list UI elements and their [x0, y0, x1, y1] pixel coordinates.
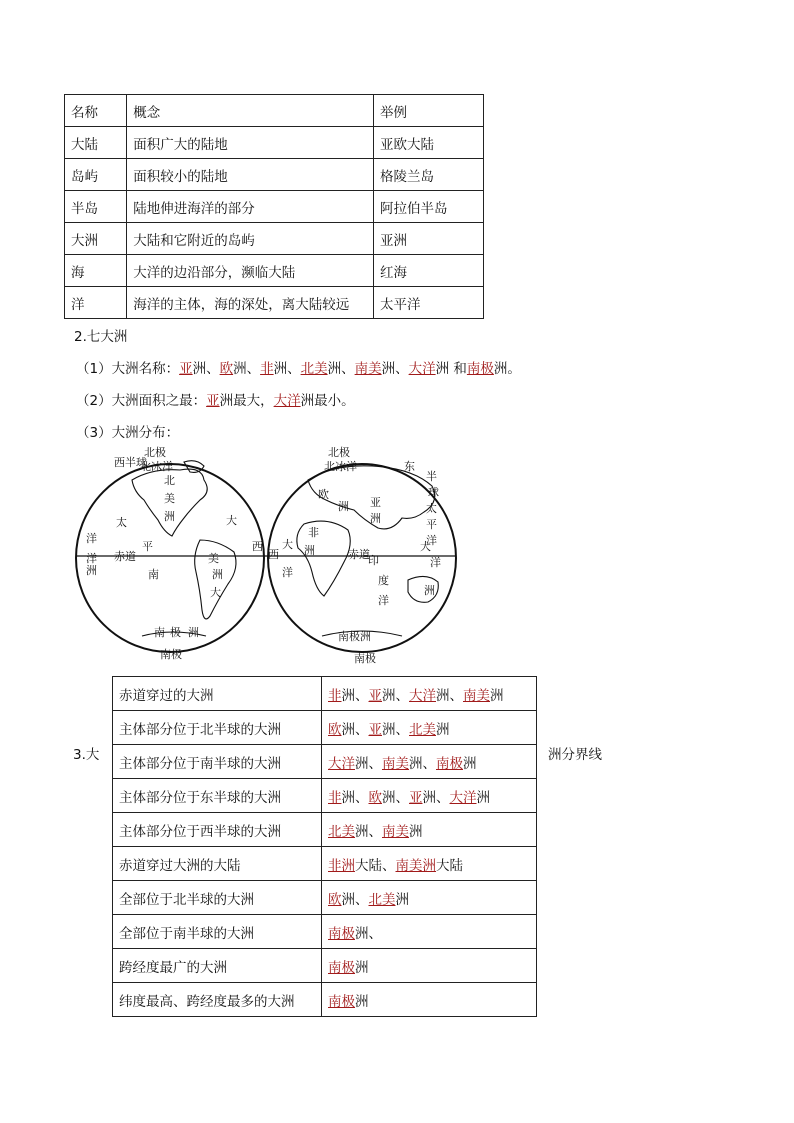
section3-label: 3.大	[73, 747, 100, 763]
facts-row	[113, 813, 537, 847]
answer-text: 洲、	[409, 755, 436, 772]
map-label: 洲	[370, 512, 381, 525]
map-label: 洲	[86, 564, 97, 577]
concept-cell: 海洋的主体，海的深处，离大陆较远	[127, 287, 374, 319]
map-label: 赤道	[348, 548, 370, 561]
answer-text: 洲、	[382, 687, 409, 704]
answer-highlight: 大洋	[328, 755, 355, 772]
hemisphere-map	[72, 440, 462, 670]
map-label: 洲	[188, 626, 199, 639]
continent-facts-table	[112, 676, 537, 1017]
answer-text: 洲、	[341, 789, 369, 806]
concept-cell: 亚欧大陆	[373, 127, 483, 159]
map-label: 洲	[304, 544, 315, 557]
answer-text: 洲、	[382, 789, 409, 806]
facts-row	[113, 949, 537, 983]
answer-text: 大陆	[436, 857, 463, 874]
largest-suffix: 洲最大，	[219, 393, 274, 409]
concept-header-cell: 概念	[127, 95, 374, 127]
answer-text: 洲	[463, 755, 477, 772]
concept-cell: 大陆和它附近的岛屿	[127, 223, 374, 255]
map-label: 球	[428, 486, 439, 499]
continent-name: 欧	[219, 361, 234, 377]
concept-cell: 洋	[65, 287, 127, 319]
answer-highlight: 亚	[368, 687, 382, 704]
map-label: 南极	[354, 652, 376, 665]
section3-right-label: 洲分界线	[548, 747, 602, 763]
answer-text: 洲	[355, 993, 369, 1010]
concept-cell: 格陵兰岛	[373, 159, 483, 191]
continent-name: 北美	[300, 361, 328, 377]
map-label: 太	[116, 516, 127, 529]
facts-row	[113, 711, 537, 745]
answer-highlight: 欧	[328, 721, 342, 738]
concept-header-cell: 举例	[373, 95, 483, 127]
facts-row	[113, 915, 537, 949]
map-label: 北冰洋	[324, 460, 357, 473]
answer-text: 洲	[476, 789, 490, 806]
map-label: 南	[148, 568, 159, 581]
answer-highlight: 亚	[409, 789, 423, 806]
answer-text: 大陆、	[355, 857, 396, 874]
concept-row	[65, 191, 484, 223]
facts-row	[113, 983, 537, 1017]
map-label: 度	[378, 574, 389, 587]
smallest-continent: 大洋	[273, 393, 301, 409]
concept-cell: 大洋的边沿部分，濒临大陆	[127, 255, 374, 287]
answer-text: 洲、	[355, 823, 382, 840]
answer-highlight: 亚	[368, 721, 382, 738]
map-label: 西半球	[114, 456, 147, 469]
answer-highlight: 南极	[328, 925, 355, 942]
smallest-suffix: 洲最小。	[300, 393, 355, 409]
map-label: 北极	[328, 446, 350, 459]
facts-answer-cell	[322, 677, 537, 711]
answer-highlight: 欧	[368, 789, 382, 806]
facts-question-cell: 主体部分位于西半球的大洲	[113, 813, 322, 847]
concept-cell: 太平洋	[373, 287, 483, 319]
map-label: 洲	[338, 500, 349, 513]
answer-highlight: 北美	[368, 891, 396, 908]
concept-cell: 岛屿	[65, 159, 127, 191]
map-label: 亚	[370, 496, 381, 509]
map-label: 北冰洋	[140, 460, 173, 473]
concept-cell: 面积广大的陆地	[127, 127, 374, 159]
answer-text: 洲	[395, 891, 409, 908]
answer-text: 洲、	[341, 687, 369, 704]
area-extremes-line	[76, 389, 355, 409]
concept-cell: 面积较小的陆地	[127, 159, 374, 191]
concept-table	[64, 94, 484, 319]
map-label: 欧	[318, 488, 329, 501]
map-label: 极	[170, 626, 181, 639]
facts-answer-cell	[322, 711, 537, 745]
facts-question-cell: 纬度最高、跨经度最多的大洲	[113, 983, 322, 1017]
answer-highlight: 非洲	[328, 857, 355, 874]
answer-text: 洲、	[341, 721, 369, 738]
facts-row	[113, 745, 537, 779]
map-label: 洋	[378, 594, 389, 607]
concept-row	[65, 223, 484, 255]
map-label: 西	[268, 548, 279, 561]
continent-name: 南美	[354, 361, 382, 377]
answer-text: 洲	[409, 823, 423, 840]
facts-row	[113, 881, 537, 915]
map-label: 南	[154, 626, 165, 639]
map-label: 洋	[426, 534, 437, 547]
map-label: 北极	[144, 446, 166, 459]
concept-row	[65, 159, 484, 191]
concept-cell: 陆地伸进海洋的部分	[127, 191, 374, 223]
answer-text: 洲、	[436, 687, 463, 704]
answer-text: 洲、	[422, 789, 450, 806]
map-label: 美	[164, 492, 175, 505]
continent-name: 大洋	[408, 361, 436, 377]
map-label: 美	[208, 552, 219, 565]
map-label: 洲	[212, 568, 223, 581]
facts-answer-cell	[322, 779, 537, 813]
map-label: 洋	[86, 552, 97, 565]
facts-answer-cell	[322, 881, 537, 915]
map-label: 太	[426, 502, 437, 515]
facts-answer-cell	[322, 983, 537, 1017]
map-label: 大	[282, 538, 293, 551]
facts-row	[113, 847, 537, 881]
map-label: 赤道	[114, 550, 136, 563]
distribution-heading: （3）大洲分布：	[76, 425, 180, 441]
answer-highlight: 南美洲	[395, 857, 436, 874]
map-label: 半	[426, 470, 437, 483]
concept-cell: 亚洲	[373, 223, 483, 255]
concept-row	[65, 287, 484, 319]
concept-cell: 半岛	[65, 191, 127, 223]
facts-answer-cell	[322, 745, 537, 779]
continent-name: 南极	[466, 361, 494, 377]
answer-text: 洲、	[355, 755, 382, 772]
facts-question-cell: 主体部分位于东半球的大洲	[113, 779, 322, 813]
answer-highlight: 欧	[328, 891, 342, 908]
facts-question-cell: 全部位于南半球的大洲	[113, 915, 322, 949]
continent-name: 亚	[179, 361, 193, 377]
facts-question-cell: 赤道穿过的大洲	[113, 677, 322, 711]
map-label: 洋	[86, 532, 97, 545]
answer-highlight: 南美	[382, 823, 409, 840]
answer-text: 洲	[490, 687, 504, 704]
facts-answer-cell	[322, 949, 537, 983]
concept-cell: 大陆	[65, 127, 127, 159]
map-label: 洲	[164, 510, 175, 523]
answer-highlight: 南美	[463, 687, 490, 704]
map-label: 大	[420, 540, 431, 553]
concept-row	[65, 255, 484, 287]
map-label: 大	[226, 514, 237, 527]
map-label: 北	[164, 474, 175, 487]
facts-question-cell: 主体部分位于北半球的大洲	[113, 711, 322, 745]
answer-highlight: 北美	[328, 823, 355, 840]
map-label: 洋	[430, 556, 441, 569]
facts-question-cell: 赤道穿过大洲的大陆	[113, 847, 322, 881]
continent-names-line	[76, 357, 521, 377]
largest-continent: 亚	[206, 393, 220, 409]
answer-text: 洲、	[341, 891, 369, 908]
map-label: 西	[252, 540, 263, 553]
answer-highlight: 南美	[382, 755, 409, 772]
facts-answer-cell	[322, 847, 537, 881]
map-label: 非	[308, 526, 319, 539]
map-label: 东	[404, 460, 415, 473]
concept-header-row	[65, 95, 484, 127]
concept-cell: 阿拉伯半岛	[373, 191, 483, 223]
concept-cell: 大洲	[65, 223, 127, 255]
answer-text: 洲	[436, 721, 450, 738]
map-label: 洲	[424, 584, 435, 597]
facts-row	[113, 779, 537, 813]
africa-shape	[297, 521, 350, 596]
facts-question-cell: 主体部分位于南半球的大洲	[113, 745, 322, 779]
map-label: 印	[368, 554, 379, 567]
answer-highlight: 南极	[328, 993, 355, 1010]
answer-highlight: 南极	[436, 755, 463, 772]
concept-cell: 红海	[373, 255, 483, 287]
facts-question-cell: 全部位于北半球的大洲	[113, 881, 322, 915]
names-prefix: （1）大洲名称：	[76, 361, 180, 377]
facts-question-cell: 跨经度最广的大洲	[113, 949, 322, 983]
answer-highlight: 南极	[328, 959, 355, 976]
concept-header-cell: 名称	[65, 95, 127, 127]
answer-highlight: 大洋	[409, 687, 436, 704]
map-label: 南极洲	[338, 630, 371, 643]
continent-names: 亚洲、欧洲、非洲、北美洲、南美洲、大洋洲 和南极洲。	[179, 361, 521, 377]
facts-answer-cell	[322, 915, 537, 949]
concept-row	[65, 127, 484, 159]
map-label: 南极	[160, 648, 182, 661]
answer-highlight: 大洋	[449, 789, 477, 806]
answer-highlight: 北美	[409, 721, 436, 738]
extremes-prefix: （2）大洲面积之最：	[76, 393, 207, 409]
map-label: 洋	[282, 566, 293, 579]
concept-cell: 海	[65, 255, 127, 287]
map-label: 平	[426, 518, 437, 531]
facts-answer-cell	[322, 813, 537, 847]
map-label: 平	[142, 540, 153, 553]
map-label: 大	[210, 586, 221, 599]
answer-text: 洲	[355, 959, 369, 976]
answer-highlight: 非	[328, 789, 342, 806]
answer-text: 洲、	[382, 721, 409, 738]
answer-text: 洲、	[355, 925, 382, 942]
continent-name: 非	[260, 361, 274, 377]
facts-row	[113, 677, 537, 711]
section2-heading: 2.七大洲	[74, 329, 128, 345]
answer-highlight: 非	[328, 687, 342, 704]
